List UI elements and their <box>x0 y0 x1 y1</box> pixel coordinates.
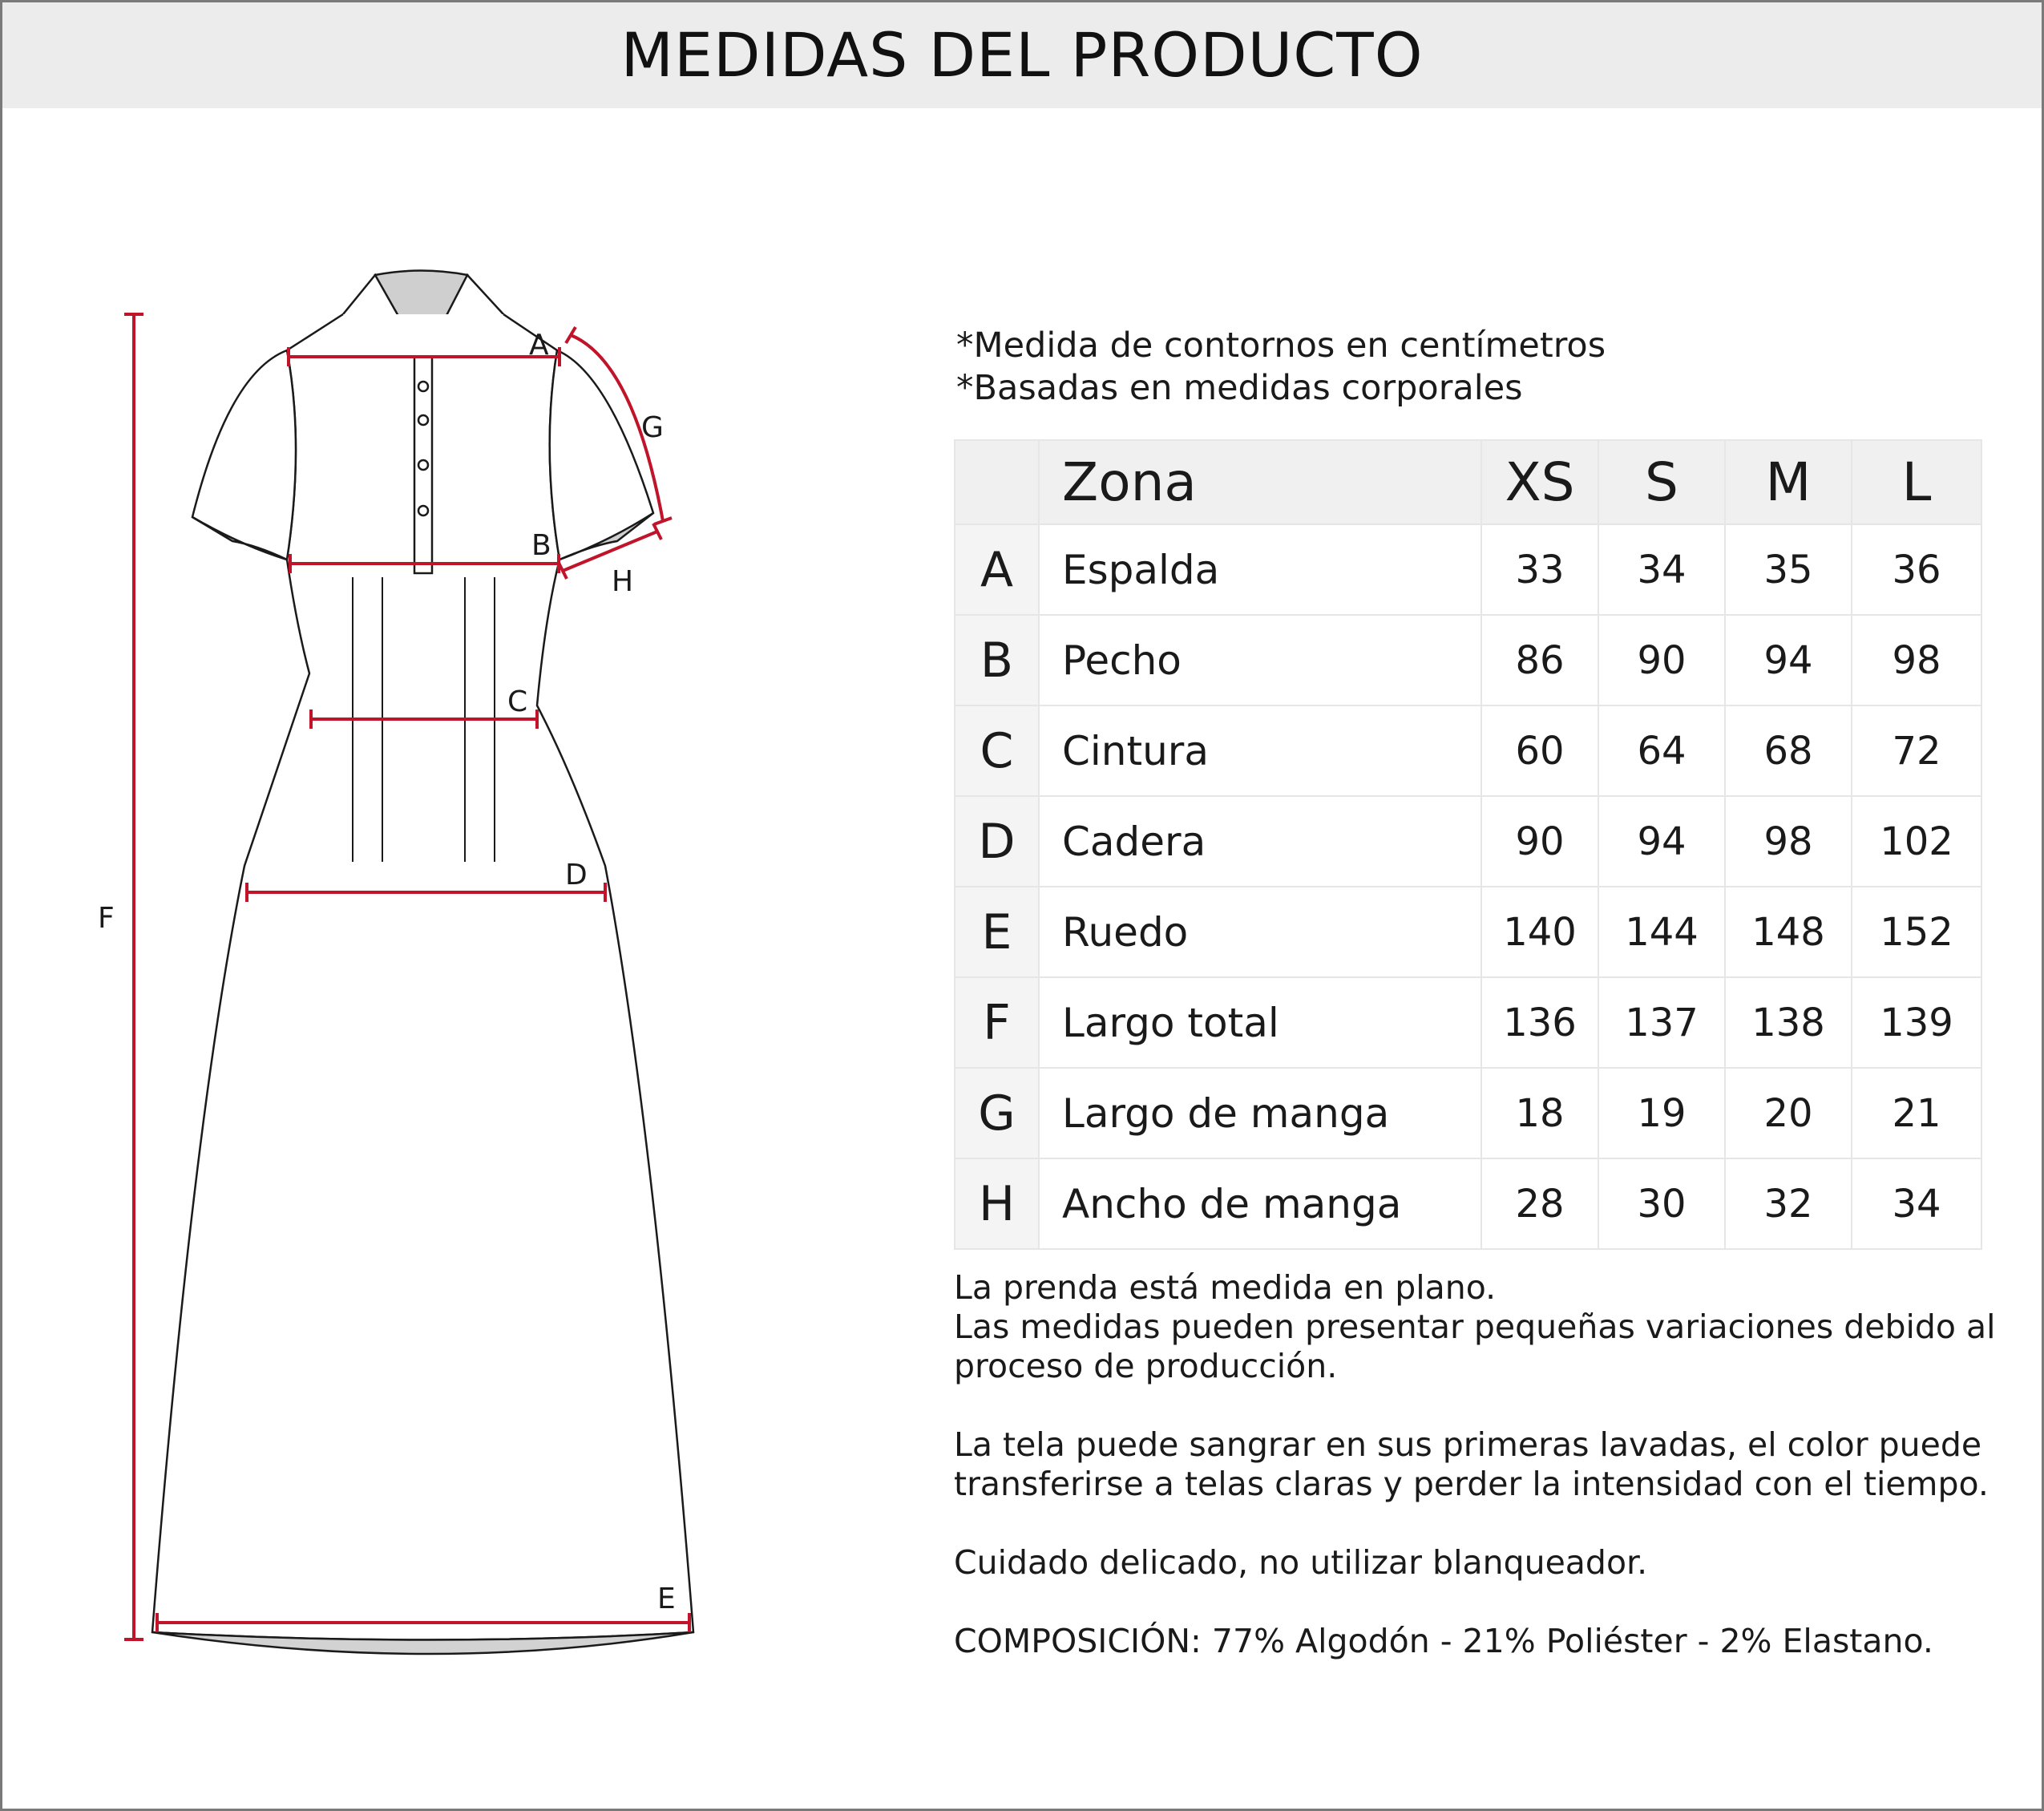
fabric-note <box>954 1425 1996 1504</box>
label-b: B <box>531 529 551 562</box>
note-line: *Basadas en medidas corporales <box>956 368 1523 408</box>
cell-m: 35 <box>1725 524 1852 615</box>
label-a: A <box>529 329 549 362</box>
right-sleeve <box>550 350 653 560</box>
note-line: Las medidas pueden presentar pequeñas variaciones debido al <box>954 1308 1996 1346</box>
cell-l: 21 <box>1852 1068 1981 1158</box>
label-f: F <box>98 902 115 935</box>
care-notes <box>954 1268 1996 1661</box>
size-table <box>954 439 1982 1250</box>
row-letter: H <box>955 1158 1039 1249</box>
dress-diagram <box>0 0 882 1811</box>
composition: COMPOSICIÓN: 77% Algodón - 21% Poliéster - 2% Elastano. <box>954 1622 1933 1660</box>
note-line: La tela puede sangrar en sus primeras lavadas, el color puede <box>954 1425 1982 1464</box>
table-row <box>955 977 1981 1068</box>
left-sleeve <box>192 350 296 560</box>
cell-s: 137 <box>1598 977 1725 1068</box>
measurement-note <box>954 1268 1996 1386</box>
label-c: C <box>507 685 528 718</box>
row-letter: A <box>955 524 1039 615</box>
note-line: proceso de producción. <box>954 1347 1338 1385</box>
cell-xs: 90 <box>1481 796 1598 887</box>
cell-s: 19 <box>1598 1068 1725 1158</box>
header-zona: Zona <box>1039 440 1481 524</box>
measure-line-f <box>124 314 143 1639</box>
cell-m: 148 <box>1725 887 1852 977</box>
measure-notes <box>956 325 1606 410</box>
note-line: *Medida de contornos en centímetros <box>956 325 1606 366</box>
row-zone: Largo de manga <box>1039 1068 1481 1158</box>
label-e: E <box>657 1583 676 1615</box>
row-zone: Ruedo <box>1039 887 1481 977</box>
cell-m: 98 <box>1725 796 1852 887</box>
row-letter: B <box>955 615 1039 705</box>
cell-xs: 140 <box>1481 887 1598 977</box>
cell-xs: 18 <box>1481 1068 1598 1158</box>
row-zone: Largo total <box>1039 977 1481 1068</box>
cell-s: 64 <box>1598 705 1725 796</box>
header-size-l: L <box>1852 440 1981 524</box>
row-zone: Cadera <box>1039 796 1481 887</box>
table-row <box>955 1158 1981 1249</box>
table-header-row <box>955 440 1981 524</box>
label-h: H <box>612 565 634 598</box>
header-letter <box>955 440 1039 524</box>
cell-xs: 28 <box>1481 1158 1598 1249</box>
cell-xs: 60 <box>1481 705 1598 796</box>
cell-l: 98 <box>1852 615 1981 705</box>
table-row <box>955 1068 1981 1158</box>
care-instruction: Cuidado delicado, no utilizar blanqueador. <box>954 1543 1648 1582</box>
cell-m: 32 <box>1725 1158 1852 1249</box>
cell-xs: 136 <box>1481 977 1598 1068</box>
header-size-m: M <box>1725 440 1852 524</box>
row-zone: Espalda <box>1039 524 1481 615</box>
cell-m: 68 <box>1725 705 1852 796</box>
cell-xs: 33 <box>1481 524 1598 615</box>
row-zone: Ancho de manga <box>1039 1158 1481 1249</box>
header-size-s: S <box>1598 440 1725 524</box>
row-letter: D <box>955 796 1039 887</box>
note-line: La prenda está medida en plano. <box>954 1268 1497 1307</box>
cell-m: 20 <box>1725 1068 1852 1158</box>
row-letter: F <box>955 977 1039 1068</box>
placket <box>414 357 432 573</box>
row-letter: C <box>955 705 1039 796</box>
row-zone: Cintura <box>1039 705 1481 796</box>
cell-l: 36 <box>1852 524 1981 615</box>
cell-s: 94 <box>1598 796 1725 887</box>
cell-l: 72 <box>1852 705 1981 796</box>
cell-xs: 86 <box>1481 615 1598 705</box>
cell-s: 30 <box>1598 1158 1725 1249</box>
table-row <box>955 615 1981 705</box>
note-line: transferirse a telas claras y perder la intensidad con el tiempo. <box>954 1465 1989 1503</box>
table-row <box>955 887 1981 977</box>
label-d: D <box>565 859 588 891</box>
cell-l: 152 <box>1852 887 1981 977</box>
row-letter: E <box>955 887 1039 977</box>
cell-s: 34 <box>1598 524 1725 615</box>
table-row <box>955 796 1981 887</box>
cell-l: 34 <box>1852 1158 1981 1249</box>
cell-l: 139 <box>1852 977 1981 1068</box>
page-title: MEDIDAS DEL PRODUCTO <box>620 19 1424 91</box>
cell-s: 90 <box>1598 615 1725 705</box>
cell-l: 102 <box>1852 796 1981 887</box>
cell-s: 144 <box>1598 887 1725 977</box>
row-letter: G <box>955 1068 1039 1158</box>
table-row <box>955 524 1981 615</box>
cell-m: 94 <box>1725 615 1852 705</box>
label-g: G <box>641 411 664 444</box>
cell-m: 138 <box>1725 977 1852 1068</box>
row-zone: Pecho <box>1039 615 1481 705</box>
table-row <box>955 705 1981 796</box>
header-size-xs: XS <box>1481 440 1598 524</box>
